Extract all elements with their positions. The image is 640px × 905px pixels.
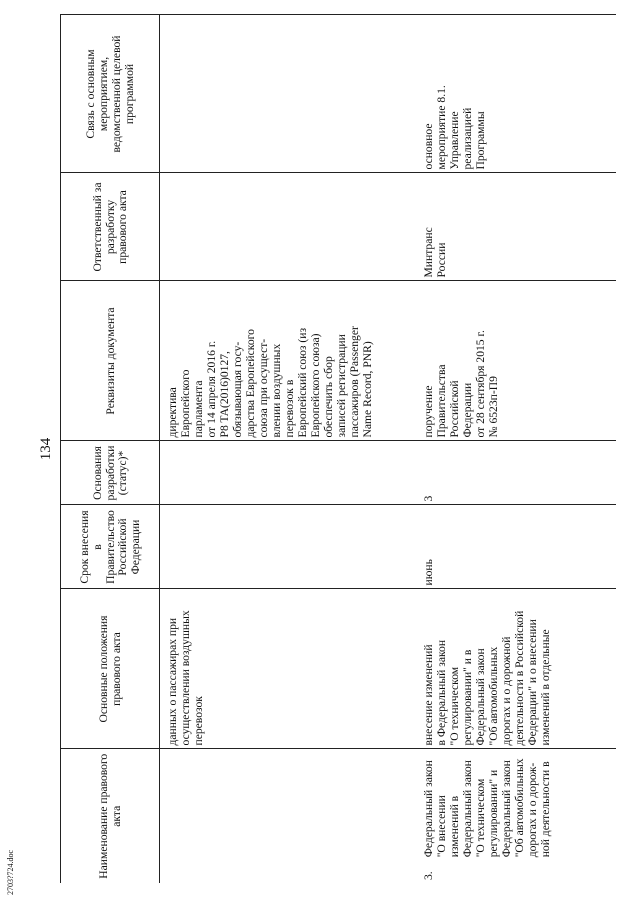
cell-provisions	[160, 589, 415, 749]
row-number: 3.	[422, 871, 435, 880]
text-line: дорогах и о дорож-	[525, 762, 539, 858]
cell-requisites	[160, 281, 415, 441]
legal-acts-table	[60, 15, 616, 884]
cell-name	[414, 749, 616, 883]
text-line: Федеральный закон	[499, 760, 513, 858]
text-line: в Федеральный закон	[434, 639, 448, 746]
cell-requisites	[414, 281, 616, 441]
text-line: Европейский союз (из	[295, 327, 309, 438]
cell-responsible	[414, 173, 616, 281]
header-cell: Срок внесения в Правительство Российской Федерации	[61, 505, 160, 589]
cell-provisions	[414, 589, 616, 749]
text-line: Федеральный закон	[422, 760, 435, 858]
text-line: Минтранс	[422, 227, 435, 278]
text-line: влении воздушных	[269, 343, 283, 438]
header-cell: Наименование правового акта	[61, 749, 160, 883]
text-line: "Об автомобильных	[512, 758, 526, 858]
text-line: дорогах и о дорожной	[499, 636, 513, 746]
header-cell: Связь с основным мероприятием, ведомственной целевой программой	[61, 15, 160, 173]
text-line: "Об автомобильных	[486, 646, 500, 746]
text-line: дарства Европейского	[243, 329, 257, 438]
text-line: "О техническом	[447, 666, 461, 746]
table-row	[160, 15, 415, 883]
text-line: осуществлении воздушных	[178, 610, 192, 746]
cell-deadline	[160, 505, 415, 589]
text-line: данных о пассажирах при	[166, 617, 179, 746]
text-line: Программы	[473, 111, 487, 170]
text-line: Федеральный закон	[460, 760, 474, 858]
text-line: союза при осущест-	[256, 338, 270, 438]
page-number: 134	[38, 437, 54, 461]
text-line: Правительства	[434, 364, 448, 438]
text-line: парламента	[191, 380, 205, 438]
name-lines	[422, 758, 552, 857]
text-line: ной деятельности в	[538, 761, 552, 858]
text-line: России	[434, 242, 448, 278]
text-line: Российской	[447, 380, 461, 438]
text-line: июнь	[422, 559, 435, 586]
text-line: Европейского союза)	[308, 333, 322, 438]
header-cell: Основные положения правового акта	[61, 589, 160, 749]
cell-basis	[414, 441, 616, 505]
cell-responsible	[160, 173, 415, 281]
text-line: P8 TA(2016)0127,	[217, 351, 231, 438]
text-line: пассажиров (Passenger	[347, 326, 361, 438]
cell-basis	[160, 441, 415, 505]
header-cell: Основания разработки (статус)*	[61, 441, 160, 505]
table-row	[414, 15, 616, 883]
text-line: изменений в	[447, 795, 461, 858]
text-line: Федеральный закон	[473, 648, 487, 746]
text-line: Федерации	[460, 382, 474, 438]
cell-name	[160, 749, 415, 883]
text-line: № 6523п-П9	[486, 376, 500, 438]
text-line: мероприятие 8.1.	[434, 85, 448, 170]
text-line: изменений в отдельные	[538, 629, 552, 746]
text-line: поручение	[422, 385, 435, 438]
text-line: Федерации" и о внесении	[525, 619, 539, 746]
text-line: директива	[166, 387, 179, 438]
cell-link	[414, 15, 616, 173]
text-line: записей регистрации	[334, 334, 348, 438]
table-header-row	[61, 15, 160, 883]
text-line: "О техническом	[473, 778, 487, 858]
rotated-table-sheet	[36, 15, 616, 883]
text-line: перевозок в	[282, 379, 296, 438]
footer-file-code: 2703?724.doc	[6, 849, 15, 895]
header-cell: Реквизиты документа	[61, 281, 160, 441]
text-line: перевозок	[191, 696, 205, 746]
text-line: регулировании" и в	[460, 649, 474, 746]
text-line: внесение изменений	[422, 644, 435, 746]
text-line: регулировании" и	[486, 769, 500, 858]
text-line: деятельности в Российской	[512, 610, 526, 746]
text-line: Управление	[447, 111, 461, 170]
text-line: реализацией	[460, 107, 474, 170]
text-line: обеспечить сбор	[321, 356, 335, 438]
cell-link	[160, 15, 415, 173]
header-cell: Ответственный за разработку правового акта	[61, 173, 160, 281]
text-line: 3	[422, 495, 435, 502]
text-line: от 28 сентября 2015 г.	[473, 330, 487, 438]
cell-deadline	[414, 505, 616, 589]
text-line: Европейского	[178, 369, 192, 438]
text-line: Name Record, PNR)	[360, 341, 374, 438]
text-line: обязывающая госу-	[230, 341, 244, 438]
text-line: "О внесении	[434, 795, 448, 858]
text-line: от 14 апреля 2016 г.	[204, 340, 218, 438]
text-line: основное	[422, 123, 435, 170]
